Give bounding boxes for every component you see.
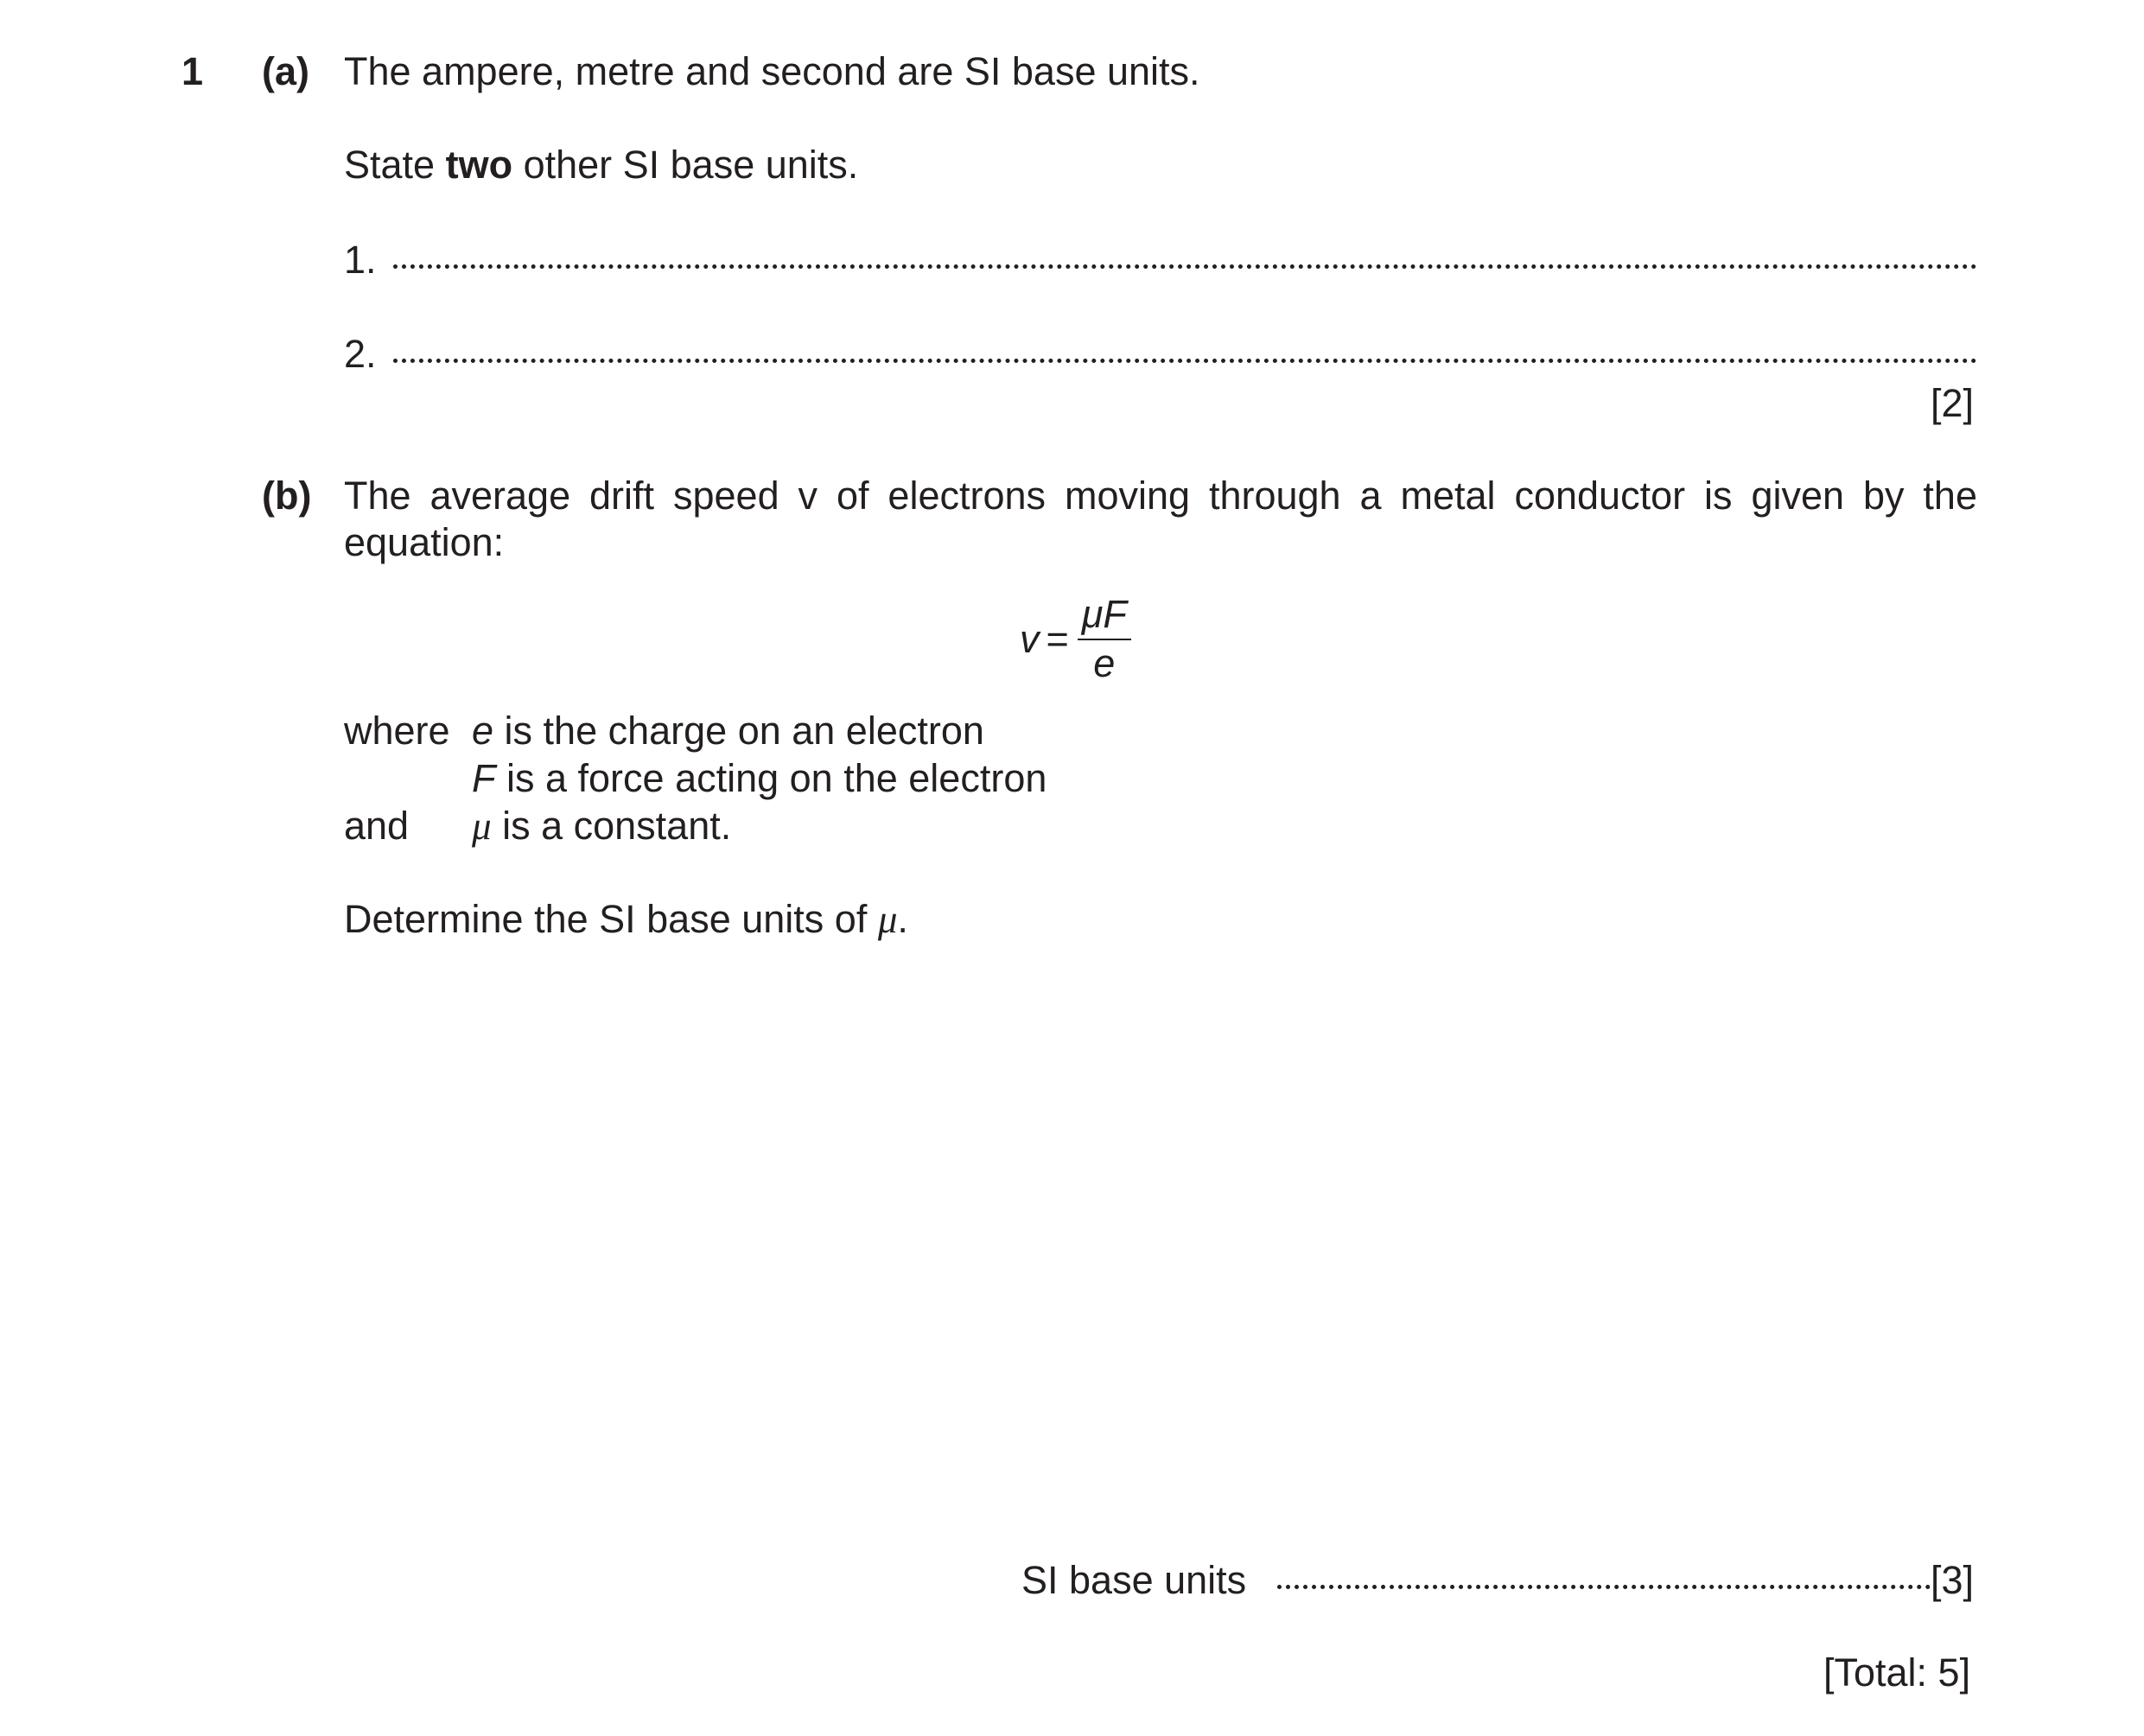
part-a-instruction	[344, 143, 859, 187]
answer-1-label: 1.	[344, 238, 377, 282]
equation-equals: =	[1046, 616, 1069, 661]
answer-2-line[interactable]	[393, 359, 1977, 363]
si-base-units-answer-line[interactable]	[1277, 1585, 1931, 1589]
definition-mu	[472, 806, 731, 846]
task-pre: Determine the SI base units of	[344, 897, 878, 941]
part-b-marks: [3]	[1931, 1558, 1975, 1602]
definition-f-text: is a force acting on the electron	[495, 756, 1047, 800]
part-a-intro: The ampere, metre and second are SI base units.	[344, 49, 1200, 93]
equation-numerator: μF	[1081, 592, 1127, 636]
symbol-mu: μ	[472, 804, 492, 848]
definition-e	[472, 709, 984, 753]
answer-1-line[interactable]	[393, 264, 1977, 269]
total-marks: [Total: 5]	[1823, 1650, 1971, 1695]
question-number: 1	[181, 49, 204, 93]
part-b-intro-line1: The average drift speed v of electrons moving through a metal conductor is given by the	[344, 474, 1977, 518]
instruction-bold: two	[445, 143, 513, 187]
instruction-post: other SI base units.	[512, 143, 859, 187]
task-symbol-mu: μ	[877, 898, 898, 941]
drift-speed-equation	[1020, 592, 1131, 685]
part-a-label: (a)	[262, 49, 309, 93]
equation-fraction	[1078, 592, 1131, 685]
symbol-f: F	[472, 756, 496, 800]
task-post: .	[897, 897, 908, 941]
where-word: where	[344, 709, 450, 753]
definition-e-text: is the charge on an electron	[493, 709, 984, 753]
part-b-intro-line2: equation:	[344, 520, 505, 564]
part-a-marks: [2]	[1931, 381, 1975, 425]
and-word: and	[344, 804, 410, 848]
instruction-pre: State	[344, 143, 446, 187]
part-b-task	[344, 897, 908, 941]
equation-denominator: e	[1093, 641, 1116, 685]
symbol-e: e	[472, 709, 494, 753]
answer-2-label: 2.	[344, 332, 377, 376]
part-b-label: (b)	[262, 474, 312, 518]
definition-mu-text: is a constant.	[491, 804, 732, 848]
equation-lhs: v	[1020, 616, 1040, 661]
si-base-units-label: SI base units	[1021, 1558, 1247, 1602]
definition-f	[472, 756, 1047, 800]
